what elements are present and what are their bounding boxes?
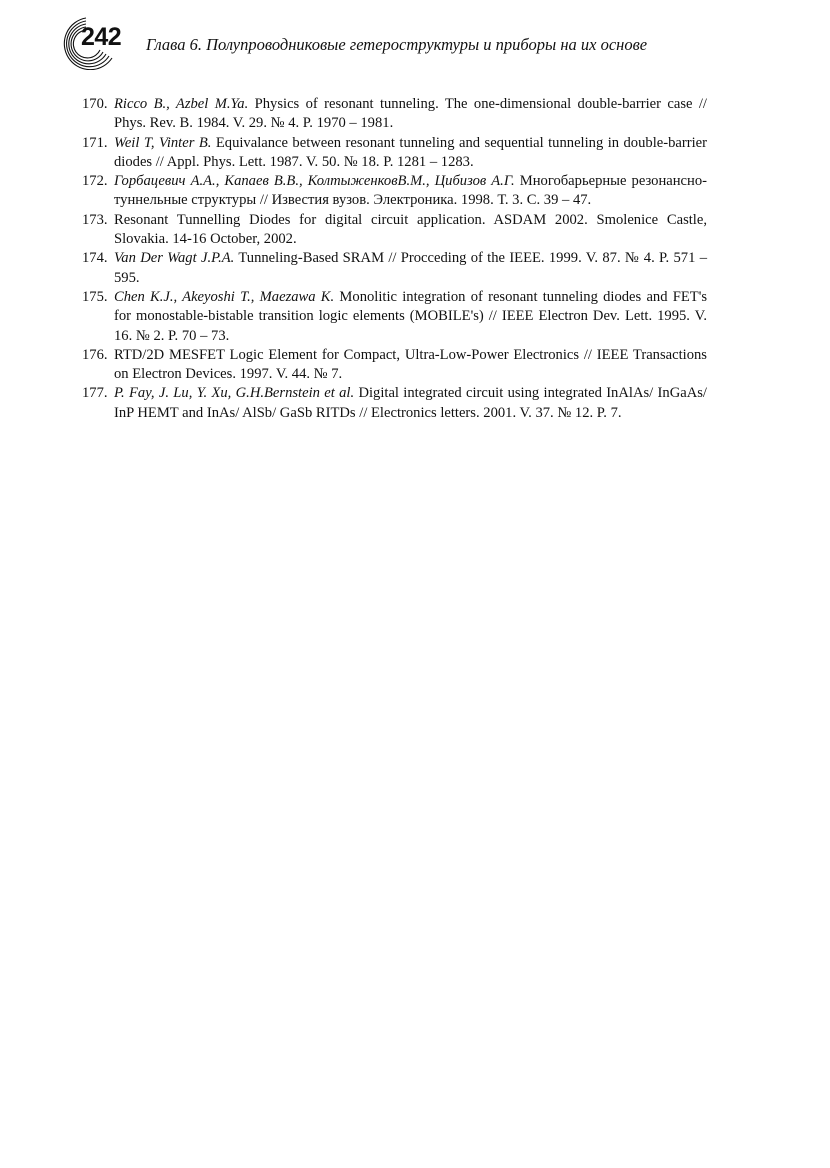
reference-text: Digital integrated circuit using integrated InAlAs/ InGaAs/ InP HEMT and InAs/ AlSb/ GaSb RITDs // Electronics letters. 2001. V. 37. № 12. P. 7.	[114, 385, 707, 421]
reference-text: RTD/2D MESFET Logic Element for Compact, Ultra-Low-Power Electronics // IEEE Transactions on Electron Devices. 1997. V. 44. № 7.	[114, 346, 707, 383]
reference-number: 171.	[82, 134, 108, 151]
list-item	[82, 288, 707, 346]
reference-number: 175.	[82, 288, 108, 305]
list-item	[82, 211, 707, 250]
running-head: Глава 6. Полупроводниковые гетероструктуры и приборы на их основе	[146, 35, 648, 54]
reference-authors: Weil T, Vinter B.	[114, 134, 212, 151]
list-item	[82, 346, 707, 385]
reference-text: Tunneling-Based SRAM // Procceding of the IEEE. 1999. V. 87. № 4. P. 571 – 595.	[114, 250, 707, 286]
list-item	[82, 134, 707, 173]
reference-text: Monolitic integration of resonant tunneling diodes and FET's for monostable-bistable transition logic elements (MOBILE's) // IEEE Electron Dev. Lett. 1995. V. 16. № 2. P. 70 – 73.	[114, 288, 708, 344]
reference-text: Physics of resonant tunneling. The one-dimensional double-barrier case // Phys. Rev. B. 1984. V. 29. № 4. P. 1970 – 1981.	[114, 96, 707, 132]
page-header	[56, 14, 756, 74]
page-number-badge	[56, 14, 122, 70]
reference-text: Многобарьерные резонансно-туннельные структуры // Известия вузов. Электроника. 1998. Т. 3. С. 39 – 47.	[114, 173, 707, 209]
reference-number: 177.	[82, 385, 108, 402]
page-number: 242	[81, 23, 122, 51]
reference-authors: Chen K.J., Akeyoshi T., Maezawa K.	[114, 288, 335, 305]
list-item	[82, 95, 707, 134]
list-item	[82, 384, 707, 423]
reference-number: 174.	[82, 250, 108, 267]
reference-number: 173.	[82, 211, 108, 228]
reference-number: 172.	[82, 173, 108, 190]
reference-authors: Горбацевич А.А., Капаев В.В., КолтыженковВ.М., Цибизов А.Г.	[114, 173, 515, 190]
reference-list	[82, 95, 707, 423]
reference-authors: Van Der Wagt J.P.A.	[114, 250, 235, 267]
reference-text: Equivalance between resonant tunneling and sequential tunneling in double-barrier diodes // Appl. Phys. Lett. 1987. V. 50. № 18. P. 1281 – 1283.	[114, 134, 707, 170]
reference-number: 170.	[82, 96, 108, 112]
reference-authors: Ricco B., Azbel M.Ya.	[114, 96, 249, 112]
reference-authors: P. Fay, J. Lu, Y. Xu, G.H.Bernstein et al.	[114, 385, 355, 402]
list-item	[82, 172, 707, 211]
list-item	[82, 249, 707, 288]
reference-number: 176.	[82, 346, 108, 363]
reference-text: Resonant Tunnelling Diodes for digital circuit application. ASDAM 2002. Smolenice Castle, Slovakia. 14-16 October, 2002.	[114, 211, 707, 248]
